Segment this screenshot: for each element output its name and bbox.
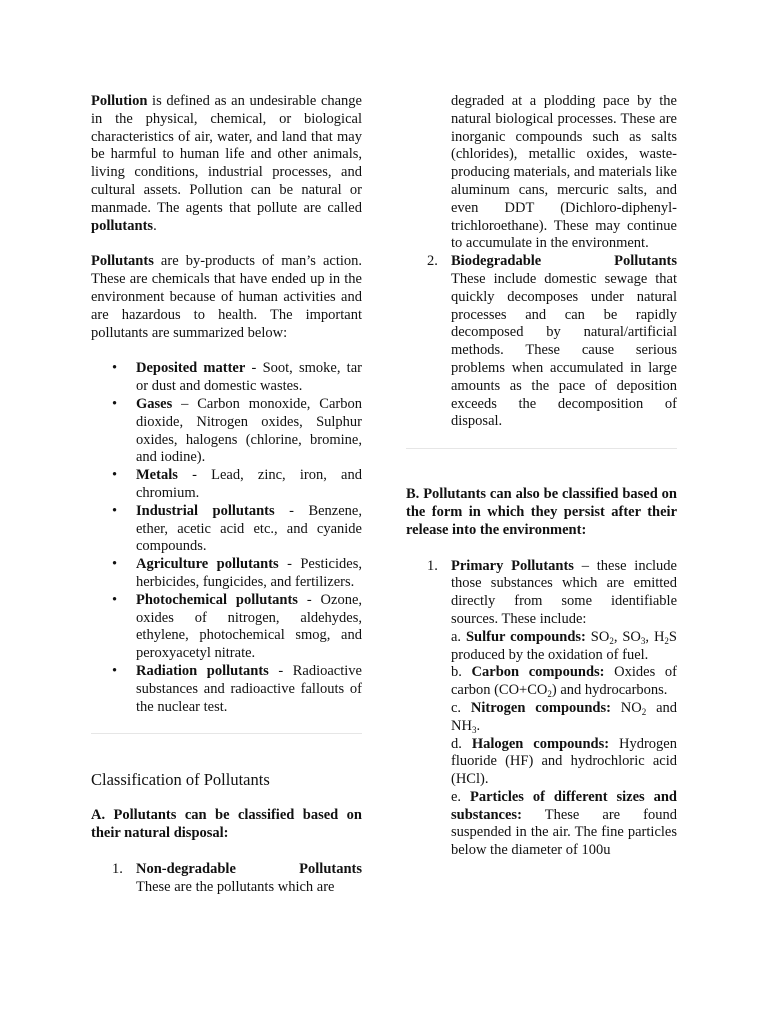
section-b-heading: B. Pollutants can also be classified based on the form in which they persist after their release into the environment: [406,486,677,538]
right-column [406,93,677,860]
list-item: degraded at a plodding pace by the natural biological processes. These are inorganic compounds such as salts (chlorides), metallic oxides, waste-producing materials, and materials like aluminum cans, mercuric salts, and even DDT (Dichloro-diphenyl-trichloroethane). These may continue to accumulate in the environment. [451,93,677,252]
pollutants-term: pollutants [91,217,154,234]
pollution-definition: Pollution is defined as an undesirable change in the physical, chemical, or biological characteristics of air, water, and land that may be harmful to human life and other animals, living conditions, industrial processes, and cultural assets. Pollution can be natural or manmade. The agents that pollute are called pollutants. [91,93,362,234]
list-item: • Photochemical pollutants - Ozone, oxides of nitrogen, aldehydes, ethylene, photochemical smog, and peroxyacetyl nitrate. [91,592,362,663]
sub-item-halogen: d. Halogen compounds: Hydrogen fluoride (HF) and hydrochloric acid (HCl). [451,735,677,788]
disposal-list [91,861,362,897]
list-item: • Gases – Carbon monoxide, Carbon dioxide, Nitrogen oxides, Sulphur oxides, halogens (chlorine, bromine, and iodine). [91,396,362,467]
sub-item-carbon: b. Carbon compounds: Oxides of carbon $(CO+CO_2)$ and hydrocarbons. [451,664,677,700]
pollution-term: Pollution [91,93,148,109]
section-heading: Classification of Pollutants [91,770,270,790]
list-item: 2. Biodegradable Pollutants These include domestic sewage that quickly decomposes under natural processes and can be rapidly decomposed by natural/artificial methods. These cause serious problems when accumulated in large amounts as the pace of deposition exceeds the decomposition of disposal. [427,253,677,430]
form-list [406,558,677,861]
pollutants-paragraph: Pollutants are by-products of man’s action. These are chemicals that have ended up in the environment because of human activities and are hazardous to health. The important pollutants are summarized below: [91,253,362,341]
left-column [91,93,362,896]
list-item: • Radiation pollutants - Radioactive substances and radioactive fallouts of the nuclear test. [91,663,362,716]
sub-item-sulfur: a. Sulfur compounds: $SO_2$, $SO_3$, $H_2S$ produced by the oxidation of fuel. [451,628,677,663]
sub-item-particles: e. Particles of different sizes and substances: These are found suspended in the air. The fine particles below the diameter of 100u [451,788,677,859]
list-item: • Industrial pollutants - Benzene, ether, acetic acid etc., and cyanide compounds. [91,503,362,556]
list-item: • Metals - Lead, zinc, iron, and chromium. [91,467,362,503]
sub-item-nitrogen: c. Nitrogen compounds: $NO_2$ and $NH_3$. [451,699,678,735]
section-a-heading: A. Pollutants can be classified based on their natural disposal: [91,807,362,842]
pollutant-types-list [91,360,362,716]
list-item: • Agriculture pollutants - Pesticides, herbicides, fungicides, and fertilizers. [91,556,362,592]
list-item: • Deposited matter - Soot, smoke, tar or dust and domestic wastes. [91,360,362,396]
list-item: 1. Primary Pollutants – these include those substances which are emitted directly from some identifiable sources. These include: a. Sulfur compounds: $SO_2$, $SO_3$, $H_2S$ produced by the oxidation of fuel. b. Carbon compounds: Oxides of carbon $(CO+CO_2)$ and hydrocarbons. c. Nitrogen compounds: $NO_2$ and $NH_3$. d. Halogen compounds: Hydrogen fluoride (HF) and hydrochloric acid (HCl). e. Particles of different sizes and substances: These are found suspended in the air. The fine particles below the diameter of 100u [427,557,678,859]
list-item: 1. Non-degradable Pollutants These are the pollutants which are [112,860,362,895]
disposal-list-continued [406,93,677,431]
